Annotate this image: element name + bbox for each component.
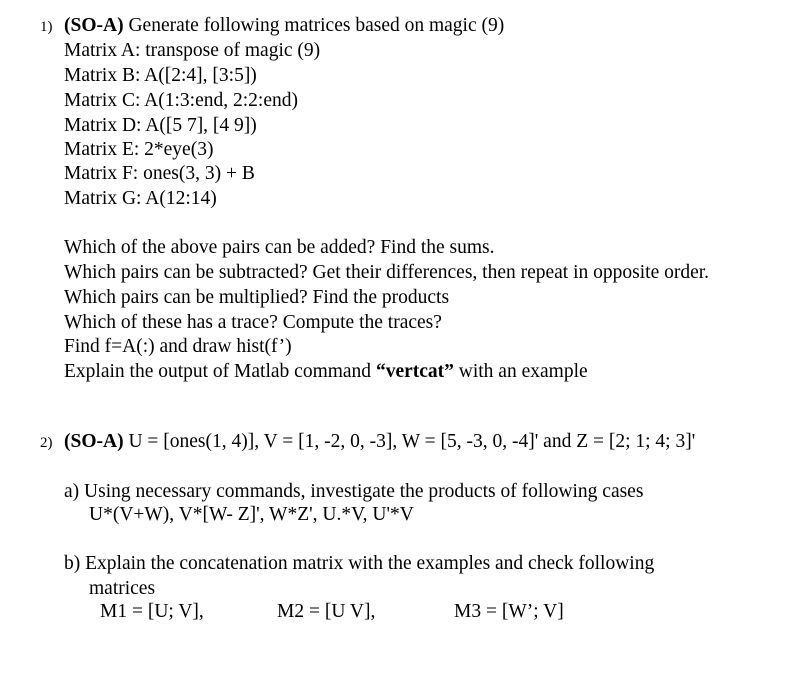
part-b-text: b) Explain the concatenation matrix with the examples and check following <box>64 553 655 574</box>
matrix-d-line: Matrix D: A([5 7], [4 9]) <box>64 115 257 136</box>
matrix-b-line: Matrix B: A([2:4], [3:5]) <box>64 65 257 86</box>
part-a-cases: U*(V+W), V*[W- Z]', W*Z', U.*V, U'*V <box>89 504 414 525</box>
q2-tag: (SO-A) <box>64 431 124 452</box>
part-b-cont: matrices <box>89 578 156 599</box>
matrix-c-line: Matrix C: A(1:3:end, 2:2:end) <box>64 90 298 111</box>
vertcat-keyword: “vertcat” <box>375 361 454 382</box>
q2-number: 2) <box>40 435 53 451</box>
q2-definition: U = [ones(1, 4)], V = [1, -2, 0, -3], W = [5, -3, 0, -4]' and Z = [2; 1; 4; 3]' <box>123 431 696 452</box>
matrix-m1: M1 = [U; V], <box>100 601 204 622</box>
matrix-m2: M2 = [U V], <box>277 601 376 622</box>
question-hist: Find f=A(:) and draw hist(f’) <box>64 336 292 357</box>
matrix-m3: M3 = [W’; V] <box>454 601 564 622</box>
question-add: Which of the above pairs can be added? Find the sums. <box>64 237 495 258</box>
matrix-a-line: Matrix A: transpose of magic (9) <box>64 40 321 61</box>
question-subtract: Which pairs can be subtracted? Get their differences, then repeat in opposite order. <box>64 262 710 283</box>
question-trace: Which of these has a trace? Compute the traces? <box>64 312 442 333</box>
matrix-e-line: Matrix E: 2*eye(3) <box>64 139 214 160</box>
part-a-text: a) Using necessary commands, investigate the products of following cases <box>64 481 644 502</box>
matrix-g-line: Matrix G: A(12:14) <box>64 188 217 209</box>
q1-number: 1) <box>40 19 53 35</box>
q1-intro: Generate following matrices based on magic (9) <box>123 15 505 36</box>
matrix-f-line: Matrix F: ones(3, 3) + B <box>64 163 255 184</box>
question-vertcat <box>64 360 588 384</box>
vertcat-prefix: Explain the output of Matlab command <box>64 361 376 382</box>
q1-heading <box>64 14 504 38</box>
q2-heading <box>64 430 695 454</box>
question-multiply: Which pairs can be multiplied? Find the products <box>64 287 450 308</box>
vertcat-suffix: with an example <box>453 361 588 382</box>
q1-tag: (SO-A) <box>64 15 124 36</box>
